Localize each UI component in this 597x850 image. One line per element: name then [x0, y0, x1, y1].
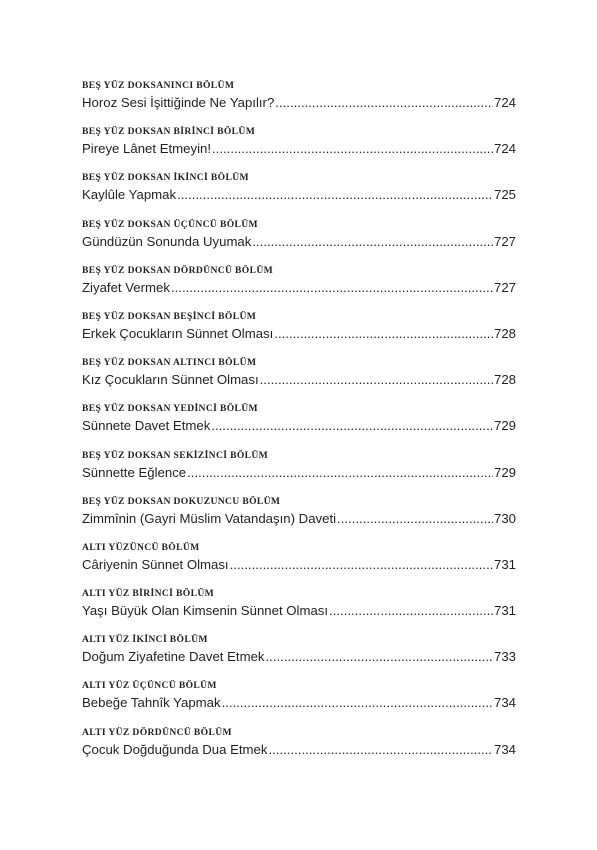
- section-title: Pireye Lânet Etmeyin!: [82, 141, 212, 157]
- page-number: 733: [493, 649, 516, 665]
- toc-entry[interactable]: [82, 540, 516, 586]
- page-number: 724: [493, 95, 516, 110]
- chapter-heading: ALTI YÜZ DÖRDÜNCÜ BÖLÜM: [82, 726, 232, 738]
- table-of-contents: [82, 78, 516, 771]
- section-title: Sünnete Davet Etmek: [82, 418, 211, 434]
- chapter-heading: ALTI YÜZ BİRİNCİ BÖLÜM: [82, 588, 215, 600]
- dot-leader: [230, 556, 493, 574]
- dot-leader: [171, 279, 493, 297]
- chapter-heading: ALTI YÜZ ÜÇÜNCÜ BÖLÜM: [82, 680, 217, 692]
- toc-line: [82, 556, 516, 574]
- toc-entry[interactable]: [82, 309, 516, 355]
- toc-entry[interactable]: [82, 632, 516, 678]
- section-title: Kaylûle Yapmak: [82, 187, 177, 203]
- page-number: 725: [493, 187, 516, 203]
- page-number: 724: [493, 141, 516, 157]
- toc-entry[interactable]: [82, 448, 516, 494]
- toc-entry[interactable]: [82, 678, 516, 724]
- section-title: Sünnette Eğlence: [82, 464, 187, 480]
- toc-line: [82, 510, 516, 528]
- page-number: 729: [493, 464, 516, 480]
- dot-leader: [337, 510, 493, 528]
- dot-leader: [329, 602, 493, 620]
- dot-leader: [177, 186, 493, 204]
- toc-line: [82, 417, 516, 435]
- toc-entry[interactable]: [82, 78, 516, 124]
- toc-line: [82, 186, 516, 204]
- chapter-heading: BEŞ YÜZ DOKSANINCI BÖLÜM: [82, 80, 235, 91]
- toc-entry[interactable]: [82, 401, 516, 447]
- dot-leader: [222, 694, 493, 712]
- section-title: Erkek Çocukların Sünnet Olması: [82, 325, 274, 341]
- page-number: 734: [493, 695, 516, 711]
- toc-entry[interactable]: [82, 725, 516, 771]
- toc-line: [82, 140, 516, 158]
- chapter-heading: ALTI YÜZÜNCÜ BÖLÜM: [82, 541, 200, 553]
- section-title: Horoz Sesi İşittiğinde Ne Yapılır?: [82, 95, 275, 110]
- toc-line: [82, 464, 516, 482]
- section-title: Bebeğe Tahnîk Yapmak: [82, 695, 221, 711]
- section-title: Çocuk Doğduğunda Dua Etmek: [82, 741, 268, 757]
- section-title: Zimmînin (Gayri Müslim Vatandaşın) Daveti: [82, 510, 337, 526]
- chapter-heading: BEŞ YÜZ DOKSAN SEKİZİNCİ BÖLÜM: [82, 449, 269, 461]
- toc-line: [82, 602, 516, 620]
- toc-line: [82, 94, 516, 112]
- page-number: 728: [493, 325, 516, 341]
- section-title: Ziyafet Vermek: [82, 279, 170, 295]
- toc-line: [82, 371, 516, 389]
- toc-line: [82, 279, 516, 297]
- section-title: Doğum Ziyafetine Davet Etmek: [82, 649, 265, 665]
- page-number: 727: [493, 279, 516, 295]
- chapter-heading: BEŞ YÜZ DOKSAN ALTINCI BÖLÜM: [82, 357, 257, 369]
- dot-leader: [274, 325, 493, 343]
- page-number: 731: [493, 556, 516, 572]
- chapter-heading: BEŞ YÜZ DOKSAN DOKUZUNCU BÖLÜM: [82, 495, 281, 507]
- chapter-heading: BEŞ YÜZ DOKSAN YEDİNCİ BÖLÜM: [82, 403, 258, 415]
- toc-line: [82, 325, 516, 343]
- toc-entry[interactable]: [82, 170, 516, 216]
- section-title: Yaşı Büyük Olan Kimsenin Sünnet Olması: [82, 603, 329, 619]
- dot-leader: [211, 417, 493, 435]
- toc-line: [82, 648, 516, 666]
- dot-leader: [266, 648, 493, 666]
- chapter-heading: BEŞ YÜZ DOKSAN ÜÇÜNCÜ BÖLÜM: [82, 218, 258, 230]
- page-number: 728: [493, 372, 516, 388]
- page-number: 729: [493, 418, 516, 434]
- dot-leader: [268, 741, 493, 759]
- section-title: Câriyenin Sünnet Olması: [82, 556, 229, 572]
- toc-line: [82, 233, 516, 251]
- toc-entry[interactable]: [82, 124, 516, 170]
- dot-leader: [275, 94, 493, 112]
- dot-leader: [260, 371, 493, 389]
- page-number: 731: [493, 603, 516, 619]
- chapter-heading: BEŞ YÜZ DOKSAN DÖRDÜNCÜ BÖLÜM: [82, 264, 274, 276]
- toc-entry[interactable]: [82, 217, 516, 263]
- chapter-heading: BEŞ YÜZ DOKSAN BİRİNCİ BÖLÜM: [82, 126, 256, 138]
- page-number: 734: [493, 741, 516, 757]
- toc-entry[interactable]: [82, 586, 516, 632]
- chapter-heading: ALTI YÜZ İKİNCİ BÖLÜM: [82, 634, 208, 646]
- page-number: 727: [493, 233, 516, 249]
- dot-leader: [252, 233, 493, 251]
- toc-entry[interactable]: [82, 355, 516, 401]
- section-title: Kız Çocukların Sünnet Olması: [82, 372, 259, 388]
- toc-entry[interactable]: [82, 494, 516, 540]
- toc-entry[interactable]: [82, 263, 516, 309]
- toc-line: [82, 694, 516, 712]
- section-title: Gündüzün Sonunda Uyumak: [82, 233, 252, 249]
- toc-line: [82, 741, 516, 759]
- page-number: 730: [493, 510, 516, 526]
- chapter-heading: BEŞ YÜZ DOKSAN BEŞİNCİ BÖLÜM: [82, 310, 257, 322]
- dot-leader: [187, 464, 493, 482]
- chapter-heading: BEŞ YÜZ DOKSAN İKİNCİ BÖLÜM: [82, 172, 249, 184]
- dot-leader: [212, 140, 493, 158]
